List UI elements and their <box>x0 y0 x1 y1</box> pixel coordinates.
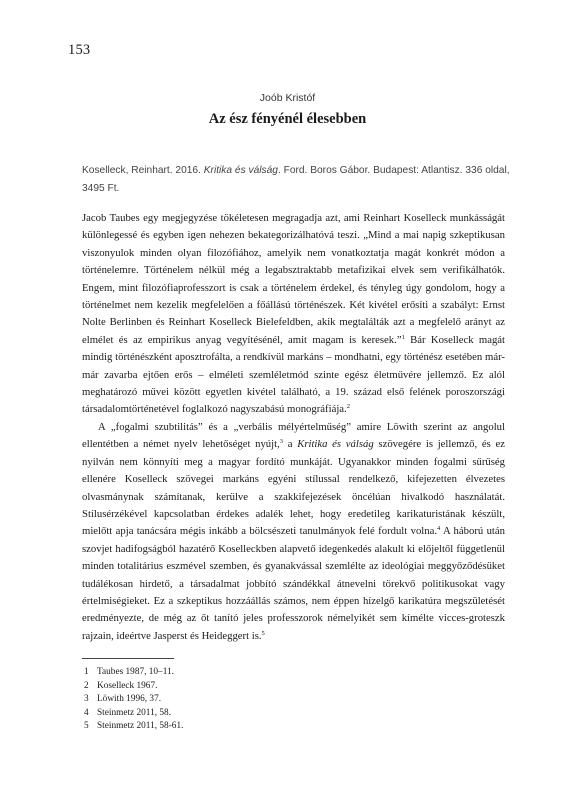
footnote-text: Koselleck 1967. <box>97 680 158 691</box>
paragraph-text: Jacob Taubes egy megjegyzése tökéletesen megragadja azt, ami Reinhart Koselleck munkásságát különlegessé és egyben igen nehezen bekategorizálhatóvá teszi. „Mind a mai napig szkeptikusan viszonyulok minden olyan filozófiához, amelyik nem vonatkoztatja magát konkrét módon a történelemre. Történelem nélkül még a legabsztraktabb metafizikai elvek sem verifikálhatók. Engem, mint filozófiaprofesszort is csak a történelem érdekel, és tényleg úgy gondolom, hogy a történelmet nem kezelik megfelelően a főállású történészek. Két kivétel erősíti a szabályt: Ernst Nolte Berlinben és Reinhart Koselleck Bielefeldben, akik megtalálták azt a megfelelő arányt az elmélet és az empirikus anyag vegyítésénél, amit magam is keresek.” <box>82 212 505 346</box>
paragraph <box>82 210 505 419</box>
footnote-ref[interactable]: 2 <box>346 403 350 411</box>
paragraph-text: A „fogalmi szubtilitás” és a „verbális mélyértelműség” amire Löwith szerint az angolul ellentétben a német nyelv lehetőséget nyújt, <box>82 420 505 451</box>
footnote-text: Steinmetz 2011, 58. <box>97 707 172 718</box>
book-title-inline: Kritika és válság <box>297 438 374 451</box>
footnote-ref[interactable]: 1 <box>401 333 405 341</box>
footnote-text: Löwith 1996, 37. <box>97 694 162 705</box>
footnote-ref[interactable]: 3 <box>279 438 284 446</box>
footnote-divider <box>82 658 174 659</box>
footnote <box>84 693 183 707</box>
footnote-ref[interactable]: 5 <box>261 629 265 637</box>
footnote <box>84 707 183 721</box>
paragraph-text: a <box>283 438 298 451</box>
footnote <box>84 680 183 694</box>
footnote-ref[interactable]: 4 <box>437 525 441 533</box>
paragraph-text: Bár Koselleck magát mindig történészként aposztrofálta, a rendkívül markáns – mondhatni, egy történész esetében már-már zavarba ejtően erős – elméleti szemléletmód szinte egész életművére jellemző. Ez alól meghatározó művei között egyetlen kivétel található, a 19. század első felének poroszországi társadalomtörténetével foglalkozó nagyszabású monográfiája. <box>82 333 506 416</box>
citation-book-title: Kritika és válság <box>203 165 278 176</box>
article-title: Az ész fényénél élesebben <box>208 111 367 127</box>
footnote-number: 5 <box>84 721 89 732</box>
paragraph-text: szövegére is jellemző, és ez nyilván nem könnyíti meg a magyar fordító munkáját. Ugyanakkor minden fogalmi sűrűség ellenére Koselleck szövegei markáns egyéni stílussal rendelkező, kifejezetten élvezetes olvasmánynak számítanak, kerülve a szakkifejezések öncélúan hivalkodó használatát. Stílusérzékével kapcsolatban érdekes adalék lehet, hogy eredetileg karikaturistának készült, mielőtt apja tanácsára mégis inkább a bölcsészeti tanulmányok felé fordult volna. <box>82 438 505 538</box>
footnote-number: 1 <box>84 667 89 677</box>
footnote-number: 2 <box>84 680 89 691</box>
book-citation <box>82 162 512 197</box>
footnote-number: 3 <box>84 694 89 705</box>
footnotes <box>84 666 183 734</box>
paragraph-text: A háború után szovjet hadifogságból hazatérő Koselleckben alapvető idegenkedés alakult ki előjeltől függetlenül minden totalitárius eszmével szemben, és gyanakvással szemlélte az ideológiai meggyőződésüket tudálékosan hirdető, a társadalmat jobbító szándékkal átnevelni törekvő politikusokat vagy értelmiségieket. Ez a szkeptikus hozzáállás számos, nem éppen hízelgő karikatúra megszületését eredményezte, de még az őt tanító jeles professzorok némelyikét sem kímélte vicces-groteszk rajzain, ideértve Jasperst és Heideggert is. <box>82 525 505 642</box>
footnote-text: Steinmetz 2011, 58-61. <box>97 721 184 732</box>
paragraph <box>82 419 505 645</box>
footnote <box>84 720 183 734</box>
page-number: 153 <box>68 42 91 58</box>
citation-suffix: . Ford. Boros Gábor. Budapest: Atlantisz. 336 oldal, 3495 Ft. <box>82 165 510 194</box>
footnote-number: 4 <box>84 707 89 718</box>
footnote-text: Taubes 1987, 10–11. <box>97 667 174 677</box>
review-body <box>82 210 505 645</box>
citation-prefix: Koselleck, Reinhart. 2016. <box>82 165 204 176</box>
article-author: Joób Kristóf <box>259 92 316 104</box>
footnote <box>84 666 183 680</box>
